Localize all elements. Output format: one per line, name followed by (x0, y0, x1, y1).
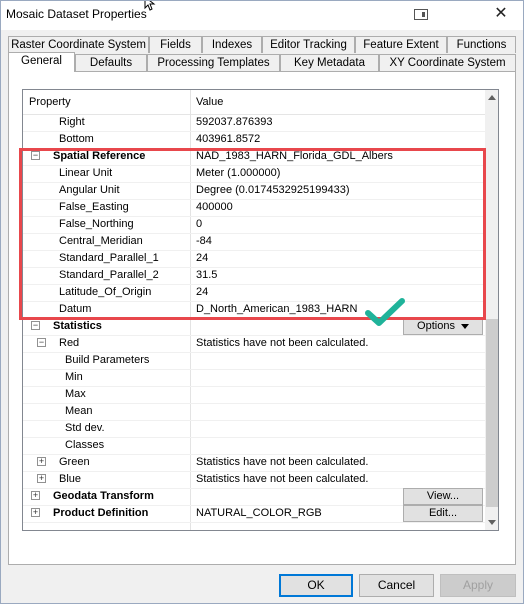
expand-icon[interactable]: + (38, 473, 45, 483)
table-row[interactable]: Datum D_North_American_1983_HARN (23, 301, 485, 319)
view-button[interactable]: View... (403, 488, 483, 505)
scroll-up-icon[interactable] (485, 91, 499, 105)
tab-processing-templates[interactable]: Processing Templates (147, 54, 280, 71)
table-row[interactable]: − Spatial Reference NAD_1983_HARN_Florida_GDL_Albers (23, 148, 485, 166)
header-property: Property (29, 96, 71, 108)
expand-icon[interactable]: + (32, 490, 39, 500)
apply-button[interactable]: Apply (440, 574, 516, 597)
expand-icon[interactable]: + (38, 456, 45, 466)
tab-indexes[interactable]: Indexes (202, 36, 262, 53)
table-row[interactable]: + Green Statistics have not been calculated. (23, 454, 485, 472)
options-button[interactable]: Options (403, 318, 483, 335)
table-row[interactable]: − Statistics Options (23, 318, 485, 336)
table-row[interactable]: Linear Unit Meter (1.000000) (23, 165, 485, 183)
table-row[interactable]: Central_Meridian -84 (23, 233, 485, 251)
scroll-down-icon[interactable] (485, 515, 499, 529)
mouse-cursor-icon (143, 0, 157, 11)
checkmark-icon (365, 297, 405, 327)
table-row[interactable]: + Blue Statistics have not been calculated. (23, 471, 485, 489)
table-row[interactable]: Bottom 403961.8572 (23, 131, 485, 149)
help-icon[interactable] (414, 9, 428, 20)
tab-functions[interactable]: Functions (447, 36, 516, 53)
collapse-icon[interactable]: − (32, 320, 39, 330)
tab-fields[interactable]: Fields (149, 36, 202, 53)
collapse-icon[interactable]: − (38, 337, 45, 347)
close-icon[interactable]: ✕ (494, 5, 508, 22)
tab-key-metadata[interactable]: Key Metadata (280, 54, 379, 71)
edit-button[interactable]: Edit... (403, 505, 483, 522)
chevron-down-icon (461, 324, 469, 329)
tab-raster-coordinate-system[interactable]: Raster Coordinate System (8, 36, 149, 53)
tab-editor-tracking[interactable]: Editor Tracking (262, 36, 355, 53)
header-value: Value (196, 96, 224, 108)
table-row[interactable]: Standard_Parallel_1 24 (23, 250, 485, 268)
table-row[interactable]: False_Northing 0 (23, 216, 485, 234)
table-row[interactable]: Std dev. (23, 420, 485, 438)
vertical-scrollbar[interactable] (485, 90, 499, 530)
tab-general[interactable]: General (8, 52, 75, 72)
scrollbar-thumb[interactable] (486, 319, 498, 507)
expand-icon[interactable]: + (32, 507, 39, 517)
table-row[interactable]: False_Easting 400000 (23, 199, 485, 217)
table-row[interactable]: Build Parameters (23, 352, 485, 370)
tab-defaults[interactable]: Defaults (75, 54, 147, 71)
table-row[interactable]: Latitude_Of_Origin 24 (23, 284, 485, 302)
table-row[interactable]: Angular Unit Degree (0.0174532925199433) (23, 182, 485, 200)
property-grid[interactable] (22, 89, 499, 531)
ok-button[interactable]: OK (279, 574, 353, 597)
table-row[interactable]: Min (23, 369, 485, 387)
collapse-icon[interactable]: − (32, 150, 39, 160)
table-row[interactable]: Mean (23, 403, 485, 421)
tab-feature-extent[interactable]: Feature Extent (355, 36, 447, 53)
cancel-button[interactable]: Cancel (359, 574, 434, 597)
table-row[interactable]: Standard_Parallel_2 31.5 (23, 267, 485, 285)
title-bar (0, 0, 524, 30)
window-title: Mosaic Dataset Properties (6, 7, 147, 21)
table-row[interactable]: + Product Definition NATURAL_COLOR_RGB Edit... (23, 505, 485, 523)
table-row[interactable]: − Red Statistics have not been calculated. (23, 335, 485, 353)
grid-header (23, 90, 485, 115)
table-row[interactable]: Classes (23, 437, 485, 455)
table-row[interactable]: Max (23, 386, 485, 404)
table-row[interactable]: Right 592037.876393 (23, 114, 485, 132)
table-row[interactable]: + Geodata Transform View... (23, 488, 485, 506)
tab-xy-coordinate-system[interactable]: XY Coordinate System (379, 54, 516, 71)
